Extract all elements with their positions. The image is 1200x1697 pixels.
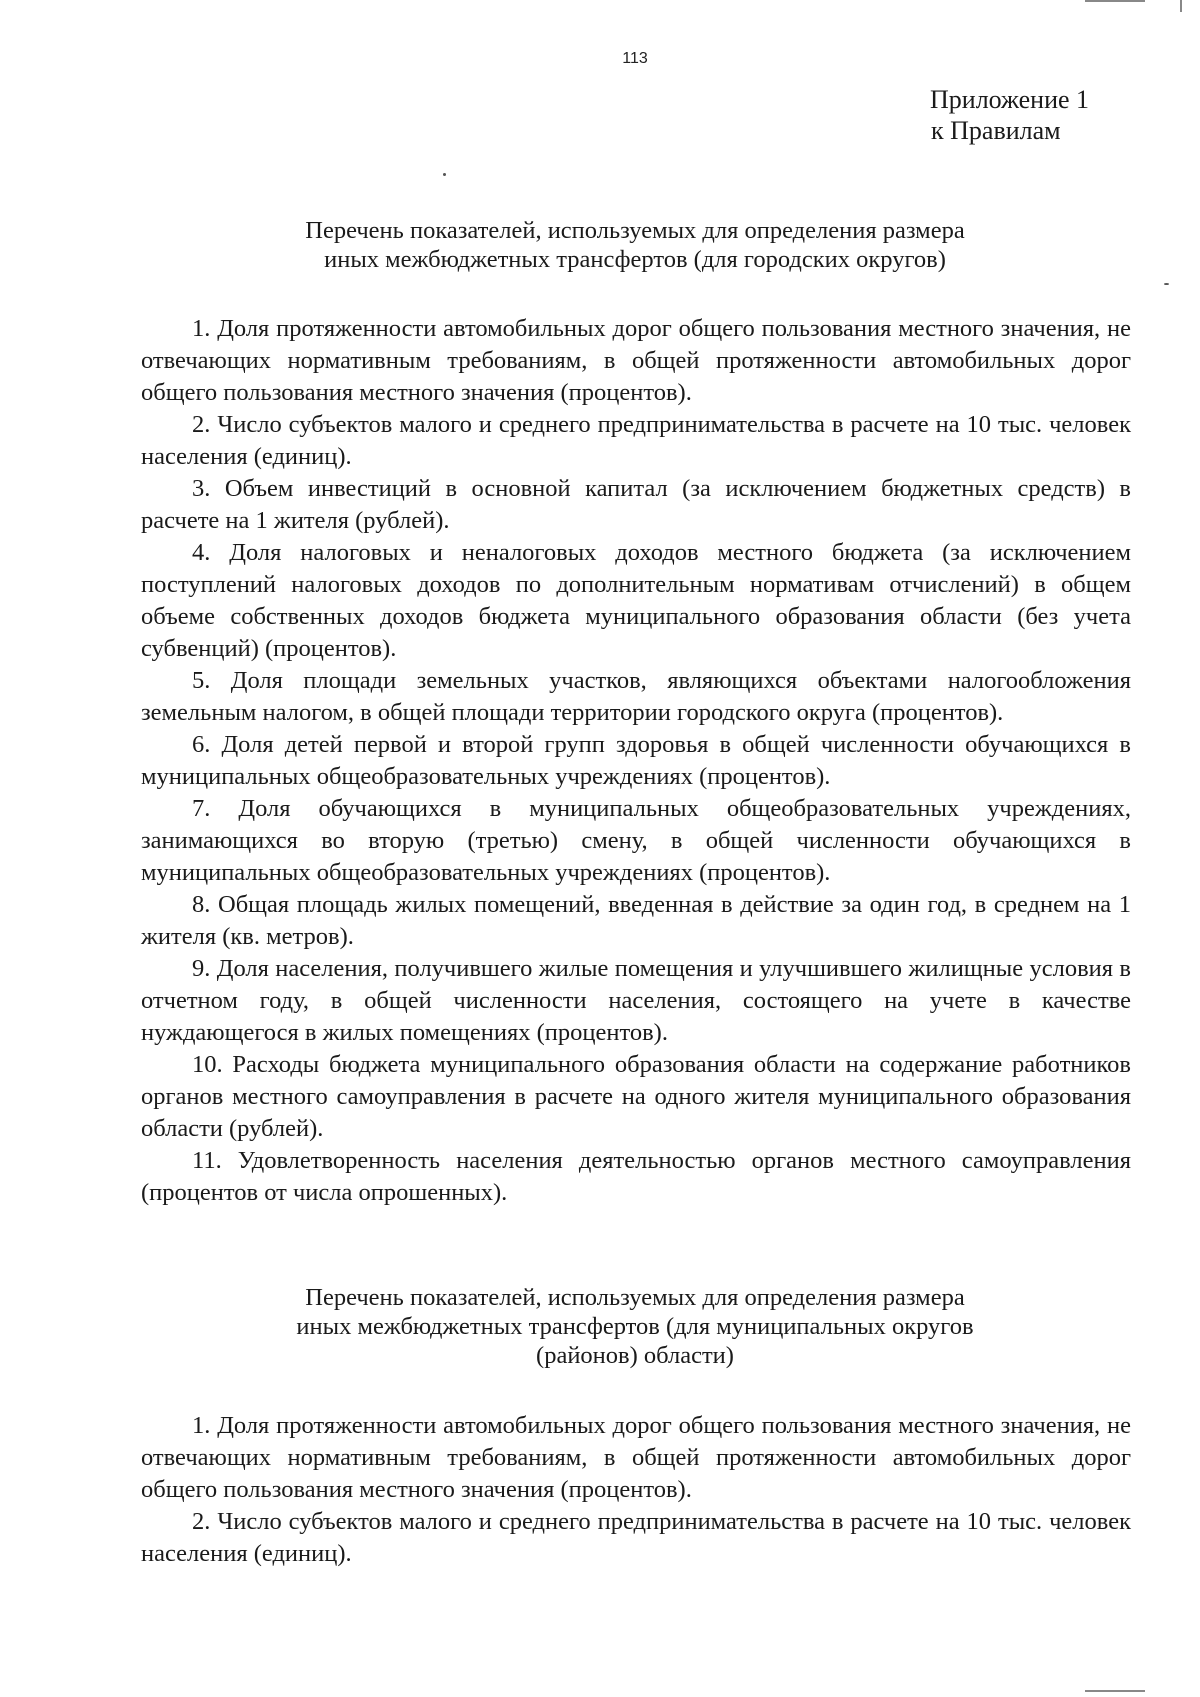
section1-item: 11. Удовлетворенность населения деятельностью органов местного самоуправления (процентов от числа опрошенных). <box>141 1147 1131 1206</box>
appendix-line-1: Приложение 1 <box>930 85 1090 114</box>
section1-item: 9. Доля населения, получившего жилые помещения и улучшившего жилищные условия в отчетном году, в общей численности населения, состоящего на учете в качестве нуждающегося в жилых помещениях (процентов). <box>141 955 1131 1046</box>
section1-item: 4. Доля налоговых и неналоговых доходов местного бюджета (за исключением поступлений налоговых доходов по дополнительным нормативам отчислений) в общем объеме собственных доходов бюджета муниципального образования области (без учета субвенций) (процентов). <box>141 539 1131 662</box>
section1-item: 8. Общая площадь жилых помещений, введенная в действие за один год, в среднем на 1 жителя (кв. метров). <box>141 891 1131 950</box>
appendix-line-2: к Правилам <box>931 116 1061 145</box>
section1-title-line: иных межбюджетных трансфертов (для городских округов) <box>324 246 946 273</box>
section1-title-line: Перечень показателей, используемых для определения размера <box>305 217 965 244</box>
section2-title-line: иных межбюджетных трансфертов (для муниципальных округов <box>296 1313 974 1340</box>
section1-item: 1. Доля протяженности автомобильных дорог общего пользования местного значения, не отвечающих нормативным требованиям, в общей протяженности автомобильных дорог общего пользования местного значения (процентов). <box>141 315 1131 406</box>
section2-item: 2. Число субъектов малого и среднего предпринимательства в расчете на 10 тыс. человек населения (единиц). <box>141 1508 1131 1567</box>
section1-item: 3. Объем инвестиций в основной капитал (за исключением бюджетных средств) в расчете на 1 жителя (рублей). <box>141 475 1131 534</box>
section2-title <box>0 1283 1200 1370</box>
section1-item: 7. Доля обучающихся в муниципальных общеобразовательных учреждениях, занимающихся во вторую (третью) смену, в общей численности обучающихся в муниципальных общеобразовательных учреждениях (процентов). <box>141 795 1131 886</box>
section1-item: 5. Доля площади земельных участков, являющихся объектами налогообложения земельным налогом, в общей площади территории городского округа (процентов). <box>141 667 1131 726</box>
page-number: 113 <box>622 50 648 67</box>
scan-speck <box>443 173 446 176</box>
section2-list <box>141 1410 1131 1570</box>
appendix-reference <box>930 84 1089 146</box>
section2-title-line: (районов) области) <box>536 1342 734 1369</box>
section1-item: 10. Расходы бюджета муниципального образования области на содержание работников органов местного самоуправления в расчете на одного жителя муниципального образования области (рублей). <box>141 1051 1131 1142</box>
section2-title-line: Перечень показателей, используемых для определения размера <box>305 1284 965 1311</box>
scan-edge-mark <box>1085 1690 1145 1692</box>
section1-item: 6. Доля детей первой и второй групп здоровья в общей численности обучающихся в муниципальных общеобразовательных учреждениях (процентов). <box>141 731 1131 790</box>
scan-speck <box>1164 283 1169 285</box>
scan-edge-mark <box>1085 0 1145 2</box>
section1-title <box>0 216 1200 274</box>
scan-edge-mark <box>1180 0 1182 12</box>
section1-item: 2. Число субъектов малого и среднего предпринимательства в расчете на 10 тыс. человек населения (единиц). <box>141 411 1131 470</box>
section2-item: 1. Доля протяженности автомобильных дорог общего пользования местного значения, не отвечающих нормативным требованиям, в общей протяженности автомобильных дорог общего пользования местного значения (процентов). <box>141 1412 1131 1503</box>
section1-list <box>141 313 1131 1209</box>
